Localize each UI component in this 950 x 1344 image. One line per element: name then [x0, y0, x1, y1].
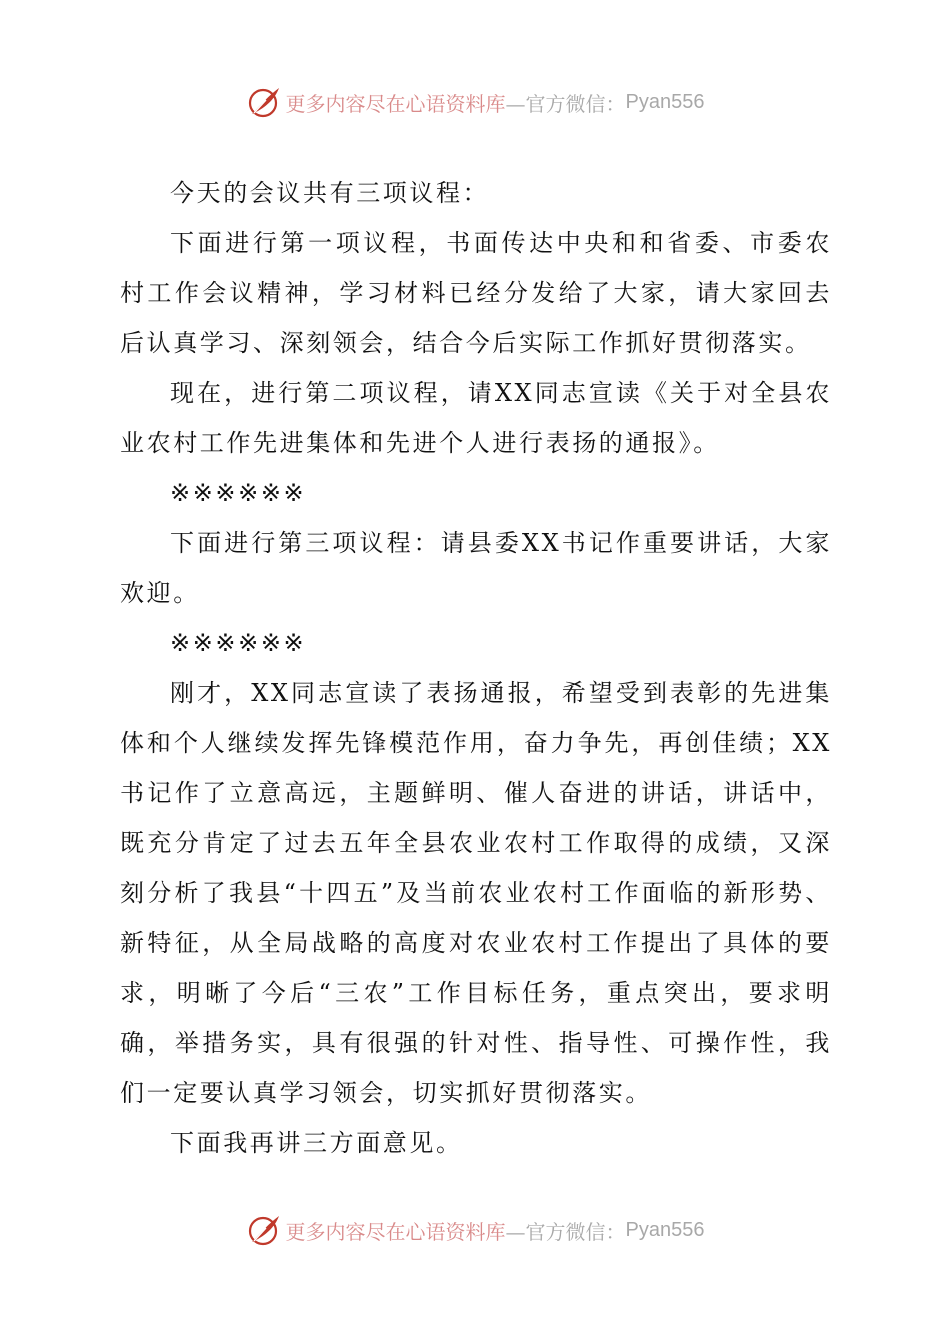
- watermark-official-label: —官方微信：: [505, 1219, 626, 1244]
- watermark-brand: 更多内容尽在心语资料库: [285, 91, 506, 116]
- watermark-official-label: —官方微信：: [505, 91, 626, 116]
- paragraph-agenda-intro: 今天的会议共有三项议程：: [170, 179, 490, 207]
- paragraph-agenda-item-3: 下面进行第三项议程：请县委XX书记作重要讲话，大家欢迎。: [120, 529, 832, 607]
- quill-logo-icon: [246, 84, 282, 120]
- paragraph-summary: 刚才，XX同志宣读了表扬通报，希望受到表彰的先进集体和个人继续发挥先锋模范作用，奋力争先，再创佳绩；XX书记作了立意高远，主题鲜明、催人奋进的讲话，讲话中，既充分肯定了过去五年全县农业农村工作取得的成绩，又深刻分析了我县“十四五”及当前农业农村工作面临的新形势、新特征，从全局战略的高度对农业农村工作提出了具体的要求，明晰了今后“三农”工作目标任务，重点突出，要求明确，举措务实，具有很强的针对性、指导性、可操作性，我们一定要认真学习领会，切实抓好贯彻落实。: [120, 679, 832, 1107]
- watermark-brand: 更多内容尽在心语资料库: [285, 1219, 506, 1244]
- watermark-wechat-id: Pyan556: [625, 1218, 705, 1241]
- paragraph-separator: ※※※※※※: [170, 629, 307, 657]
- document-body: [120, 168, 832, 1168]
- watermark-wechat-id: Pyan556: [625, 90, 705, 113]
- header-watermark: [0, 80, 950, 124]
- paragraph-closing: 下面我再讲三方面意见。: [170, 1129, 463, 1157]
- paragraph-separator: ※※※※※※: [170, 479, 307, 507]
- quill-logo-icon: [246, 1212, 282, 1248]
- paragraph-agenda-item-1: 下面进行第一项议程，书面传达中央和和省委、市委农村工作会议精神，学习材料已经分发给了大家，请大家回去后认真学习、深刻领会，结合今后实际工作抓好贯彻落实。: [120, 229, 832, 357]
- footer-watermark: [0, 1208, 950, 1252]
- paragraph-agenda-item-2: 现在，进行第二项议程，请XX同志宣读《关于对全县农业农村工作先进集体和先进个人进行表扬的通报》。: [120, 379, 832, 457]
